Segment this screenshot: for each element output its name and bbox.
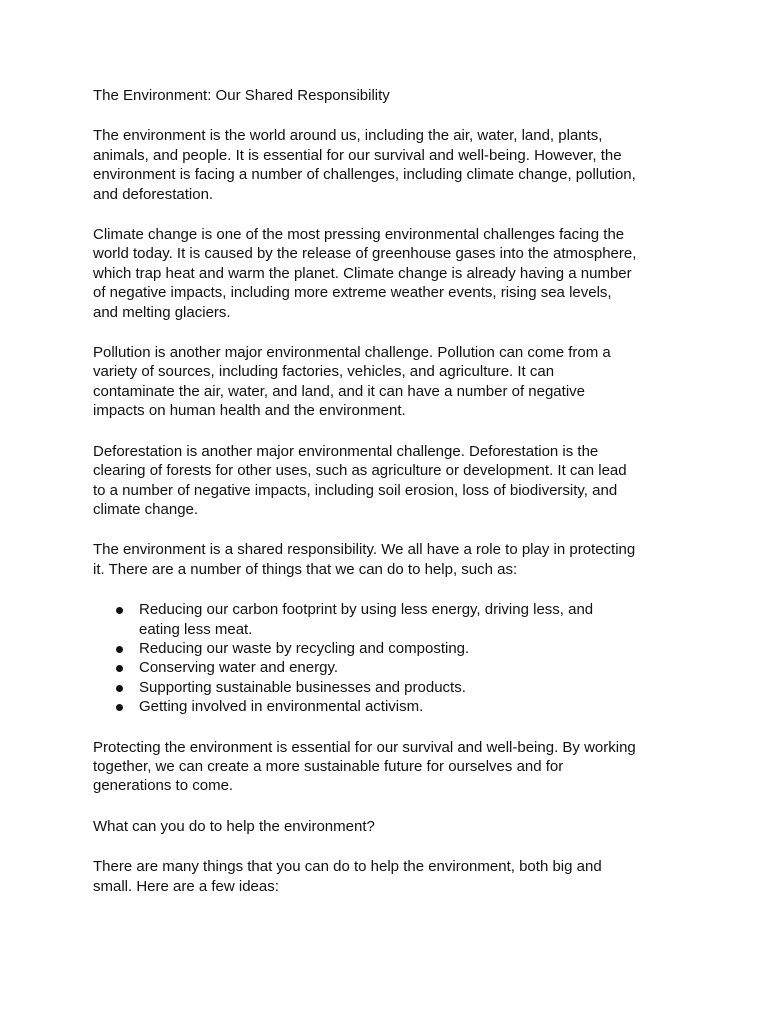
paragraph-pollution: Pollution is another major environmental challenge. Pollution can come from a variety of sources, including factories, vehicles, and agriculture. It can contaminate the air, water, and land, and it can have a number of negative impacts on human health and the environment. xyxy=(93,344,611,420)
paragraph-ideas: There are many things that you can do to help the environment, both big and small. Here are a few ideas: xyxy=(93,858,602,895)
bullet-list xyxy=(93,600,638,716)
bullet-icon xyxy=(116,646,123,653)
paragraph-climate-change: Climate change is one of the most pressing environmental challenges facing the world today. It is caused by the release of greenhouse gases into the atmosphere, which trap heat and warm the planet. Climate change is already having a number of negative impacts, including more extreme weather events, rising sea levels, and melting glaciers. xyxy=(93,226,637,321)
bullet-icon xyxy=(116,704,123,711)
list-item xyxy=(93,600,638,639)
bullet-icon xyxy=(116,607,123,614)
paragraph-deforestation: Deforestation is another major environmental challenge. Deforestation is the clearing of forests for other uses, such as agriculture or development. It can lead to a number of negative impacts, including soil erosion, loss of biodiversity, and climate change. xyxy=(93,442,627,518)
paragraph-intro: The environment is the world around us, including the air, water, land, plants, animals, and people. It is essential for our survival and well-being. However, the environment is facing a number of challenges, including climate change, pollution, and deforestation. xyxy=(93,127,636,203)
bullet-icon xyxy=(116,685,123,692)
list-item-text: Reducing our waste by recycling and composting. xyxy=(139,639,470,657)
list-item xyxy=(93,639,638,658)
list-item xyxy=(93,658,638,677)
paragraph-question: What can you do to help the environment? xyxy=(93,817,375,835)
list-item-text: Conserving water and energy. xyxy=(139,659,338,677)
list-item xyxy=(93,697,638,716)
document-page xyxy=(93,86,638,917)
document-title: The Environment: Our Shared Responsibility xyxy=(93,87,390,104)
paragraph-shared-responsibility: The environment is a shared responsibility. We all have a role to play in protecting it. There are a number of things that we can do to help, such as: xyxy=(93,541,636,578)
bullet-icon xyxy=(116,665,123,672)
paragraph-protecting: Protecting the environment is essential for our survival and well-being. By working together, we can create a more sustainable future for ourselves and for generations to come. xyxy=(93,738,636,795)
list-item-text: Reducing our carbon footprint by using less energy, driving less, and eating less meat. xyxy=(139,601,594,638)
list-item-text: Getting involved in environmental activism. xyxy=(139,698,424,716)
list-item-text: Supporting sustainable businesses and products. xyxy=(139,678,466,696)
list-item xyxy=(93,678,638,697)
